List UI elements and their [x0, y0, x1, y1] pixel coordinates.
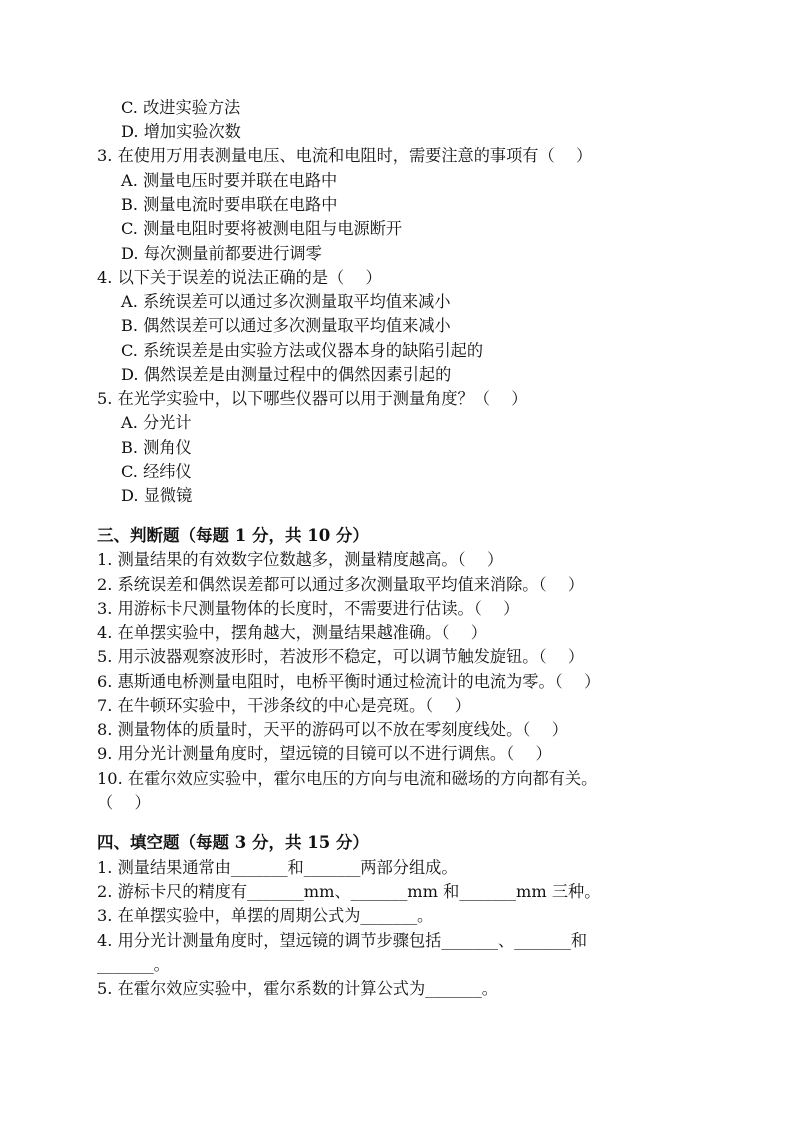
fill-item: 3. 在单摆实验中，单摆的周期公式为_______。 [97, 906, 434, 925]
fill-item: 4. 用分光计测量角度时，望远镜的调节步骤包括_______、_______和 [97, 931, 588, 950]
fill-item: 2. 游标卡尺的精度有_______mm、_______mm 和_______mm 三种。 [97, 882, 601, 901]
q4-option-a: A. 系统误差可以通过多次测量取平均值来减小 [121, 292, 451, 311]
q4-option-b: B. 偶然误差可以通过多次测量取平均值来减小 [121, 316, 451, 335]
q5-option-b: B. 测角仪 [121, 438, 192, 457]
q5-option-a: A. 分光计 [121, 413, 192, 432]
judge-section-title: 三、判断题（每题 1 分，共 10 分） [97, 526, 369, 545]
fill-item-continuation: _______。 [97, 955, 170, 974]
judge-item: 2. 系统误差和偶然误差都可以通过多次测量取平均值来消除。（ ） [97, 575, 585, 594]
judge-item: 3. 用游标卡尺测量物体的长度时，不需要进行估读。（ ） [97, 599, 520, 618]
judge-item: 10. 在霍尔效应实验中，霍尔电压的方向与电流和磁场的方向都有关。 [97, 769, 598, 788]
q3-option-b: B. 测量电流时要串联在电路中 [121, 195, 338, 214]
q2-option-c: C. 改进实验方法 [121, 98, 241, 117]
q4-option-d: D. 偶然误差是由测量过程中的偶然因素引起的 [121, 365, 452, 384]
judge-item: 1. 测量结果的有效数字位数越多，测量精度越高。（ ） [97, 550, 504, 569]
judge-item: 4. 在单摆实验中，摆角越大，测量结果越准确。（ ） [97, 623, 487, 642]
judge-item: 9. 用分光计测量角度时，望远镜的目镜可以不进行调焦。（ ） [97, 744, 552, 763]
q3-option-c: C. 测量电阻时要将被测电阻与电源断开 [121, 219, 403, 238]
judge-item: 8. 测量物体的质量时，天平的游码可以不放在零刻度线处。（ ） [97, 720, 568, 739]
judge-item-continuation: （ ） [97, 793, 151, 812]
q5-option-d: D. 显微镜 [121, 486, 193, 505]
fill-item: 5. 在霍尔效应实验中，霍尔系数的计算公式为_______。 [97, 979, 498, 998]
q3-option-d: D. 每次测量前都要进行调零 [121, 244, 322, 263]
q3-option-a: A. 测量电压时要并联在电路中 [121, 171, 338, 190]
fill-section-title: 四、填空题（每题 3 分，共 15 分） [97, 833, 369, 852]
q3-stem: 3. 在使用万用表测量电压、电流和电阻时，需要注意的事项有（ ） [97, 146, 593, 165]
fill-item: 1. 测量结果通常由_______和_______两部分组成。 [97, 858, 458, 877]
q5-option-c: C. 经纬仪 [121, 462, 192, 481]
q5-stem: 5. 在光学实验中，以下哪些仪器可以用于测量角度？（ ） [97, 389, 528, 408]
judge-item: 5. 用示波器观察波形时，若波形不稳定，可以调节触发旋钮。（ ） [97, 647, 585, 666]
judge-item: 6. 惠斯通电桥测量电阻时，电桥平衡时通过检流计的电流为零。（ ） [97, 672, 601, 691]
q4-stem: 4. 以下关于误差的说法正确的是（ ） [97, 268, 382, 287]
q4-option-c: C. 系统误差是由实验方法或仪器本身的缺陷引起的 [121, 341, 484, 360]
q2-option-d: D. 增加实验次数 [121, 122, 241, 141]
judge-item: 7. 在牛顿环实验中，干涉条纹的中心是亮斑。（ ） [97, 696, 471, 715]
